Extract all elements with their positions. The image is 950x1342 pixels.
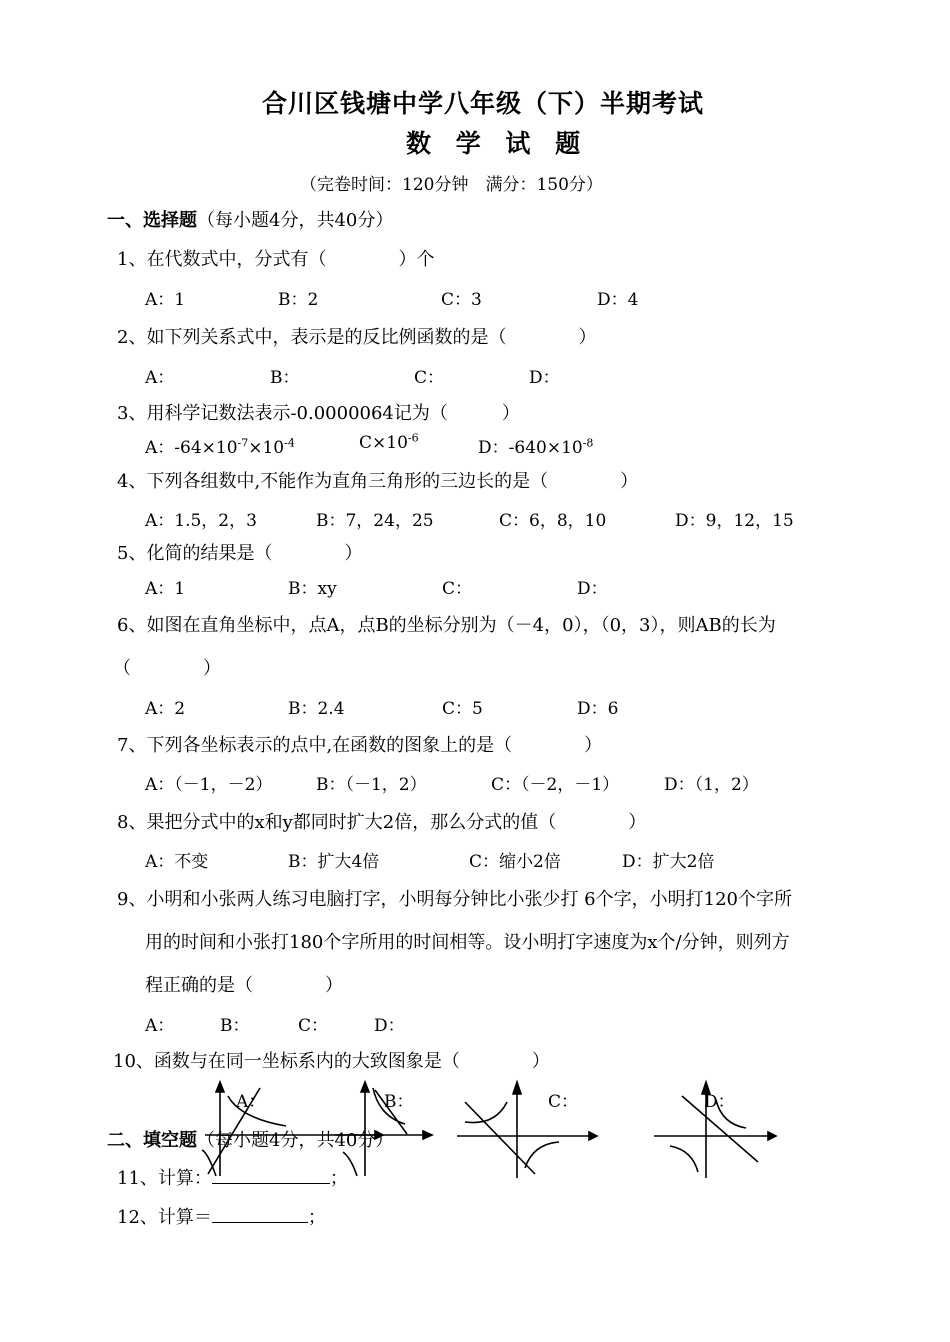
graph-option-c bbox=[455, 1080, 605, 1180]
q6-option-b: B：2.4 bbox=[288, 699, 345, 719]
q4-text: 4、下列各组数中,不能作为直角三角形的三边长的是（ ） bbox=[117, 471, 639, 492]
q5-option-b: B：xy bbox=[288, 579, 337, 599]
q10-option-a-label: A： bbox=[236, 1092, 266, 1112]
q3-a-exp1: -7 bbox=[237, 436, 249, 450]
q6-option-d: D：6 bbox=[577, 699, 619, 719]
q3-option-d bbox=[478, 433, 593, 458]
section2-header bbox=[107, 1126, 393, 1152]
q7-option-b: B：（－1，2） bbox=[316, 775, 427, 795]
q10-option-b-label: B： bbox=[384, 1092, 414, 1112]
q4-option-d: D：9，12，15 bbox=[675, 511, 794, 531]
q2-option-b: B： bbox=[270, 368, 300, 388]
q4-option-c: C：6，8，10 bbox=[499, 511, 607, 531]
q5-option-a: A：1 bbox=[145, 579, 186, 599]
q8-option-a: A：不变 bbox=[145, 852, 209, 872]
q8-option-b: B：扩大4倍 bbox=[288, 852, 380, 872]
q11-answer-blank[interactable] bbox=[212, 1165, 330, 1184]
q1-option-b: B：2 bbox=[278, 290, 319, 310]
q6-text-cont: （ ） bbox=[113, 658, 221, 679]
q9-option-c: C： bbox=[298, 1016, 329, 1036]
q12-line bbox=[117, 1203, 326, 1229]
exam-info: （完卷时间：120分钟 满分：150分） bbox=[300, 175, 603, 195]
q3-option-c bbox=[359, 433, 419, 453]
q12-end: ； bbox=[307, 1207, 326, 1228]
q8-option-c: C：缩小2倍 bbox=[469, 852, 561, 872]
q7-option-a: A：（－1，－2） bbox=[145, 775, 273, 795]
q9-option-d: D： bbox=[374, 1016, 405, 1036]
q3-a-mid: ×10 bbox=[248, 438, 285, 458]
q5-option-c: C： bbox=[442, 579, 473, 599]
q1-option-d: D：4 bbox=[597, 290, 639, 310]
q9-option-b: B： bbox=[220, 1016, 250, 1036]
section1-header bbox=[107, 206, 393, 232]
q3-a-exp2: -4 bbox=[284, 436, 295, 450]
q9-line2: 用的时间和小张打180个字所用的时间相等。设小明打字速度为x个/分钟，则列方 bbox=[145, 932, 790, 953]
q3-c-base: C×10 bbox=[359, 433, 408, 453]
section1-heading: 一、选择题 bbox=[107, 210, 197, 231]
q9-line1: 9、小明和小张两人练习电脑打字，小明每分钟比小张少打 6个字，小明打120个字所 bbox=[117, 889, 792, 910]
q12-text: 12、计算＝ bbox=[117, 1207, 212, 1228]
section2-note: （每小题4分，共40分） bbox=[197, 1130, 394, 1151]
q9-line3: 程正确的是（ ） bbox=[145, 975, 343, 996]
q8-option-d: D：扩大2倍 bbox=[622, 852, 715, 872]
q6-option-a: A：2 bbox=[145, 699, 186, 719]
q3-d-exp: -8 bbox=[582, 436, 594, 450]
section1-note: （每小题4分，共40分） bbox=[197, 210, 394, 231]
q2-option-d: D： bbox=[529, 368, 560, 388]
q11-end: ； bbox=[329, 1168, 348, 1189]
q3-a-base: A：-64×10 bbox=[145, 438, 238, 458]
q1-text: 1、在代数式中，分式有（ ）个 bbox=[117, 249, 435, 270]
q7-option-c: C：（－2，－1） bbox=[491, 775, 620, 795]
q1-option-c: C：3 bbox=[441, 290, 482, 310]
q7-option-d: D：（1，2） bbox=[664, 775, 759, 795]
exam-title: 合川区钱塘中学八年级（下）半期考试 bbox=[262, 89, 705, 118]
exam-subtitle: 数 学 试 题 bbox=[406, 129, 589, 158]
q12-answer-blank[interactable] bbox=[212, 1204, 308, 1223]
q2-text: 2、如下列关系式中，表示是的反比例函数的是（ ） bbox=[117, 327, 597, 348]
q4-option-b: B：7，24，25 bbox=[316, 511, 434, 531]
q3-d-base: D：-640×10 bbox=[478, 438, 583, 458]
q3-c-exp: -6 bbox=[407, 431, 419, 445]
q5-option-d: D： bbox=[577, 579, 608, 599]
q6-text: 6、如图在直角坐标中，点A，点B的坐标分别为（－4，0），（0，3），则AB的长为 bbox=[117, 615, 776, 636]
section2-heading: 二、填空题 bbox=[107, 1130, 197, 1151]
q5-text: 5、化简的结果是（ ） bbox=[117, 543, 363, 564]
q10-option-d-label: D： bbox=[704, 1092, 735, 1112]
q6-option-c: C：5 bbox=[442, 699, 483, 719]
q11-text: 11、计算： bbox=[117, 1168, 212, 1189]
q1-option-a: A：1 bbox=[145, 290, 186, 310]
q8-text: 8、果把分式中的x和y都同时扩大2倍，那么分式的值（ ） bbox=[117, 812, 647, 833]
q9-option-a: A： bbox=[145, 1016, 175, 1036]
q2-option-a: A： bbox=[145, 368, 175, 388]
q10-option-c-label: C： bbox=[548, 1092, 579, 1112]
q3-option-a bbox=[145, 433, 295, 458]
q7-text: 7、下列各坐标表示的点中,在函数的图象上的是（ ） bbox=[117, 735, 603, 756]
q3-text: 3、用科学记数法表示-0.0000064记为（ ） bbox=[117, 403, 520, 424]
q10-text: 10、函数与在同一坐标系内的大致图象是（ ） bbox=[113, 1051, 550, 1072]
q11-line bbox=[117, 1164, 348, 1190]
q2-option-c: C： bbox=[414, 368, 445, 388]
q4-option-a: A：1.5，2，3 bbox=[145, 511, 257, 531]
